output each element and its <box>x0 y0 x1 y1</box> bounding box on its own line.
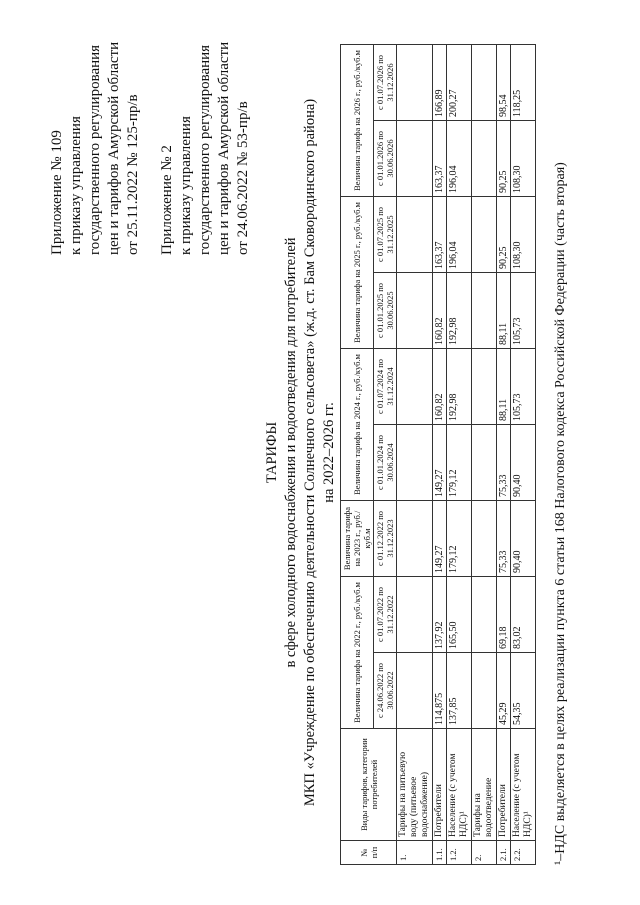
tariff-value-cell: 196,04 <box>447 121 472 197</box>
header-tariff-type: Виды тарифов, категории потребителей <box>341 729 397 841</box>
row-number: 2.1. <box>497 841 511 865</box>
appendix-line: к приказу управления <box>68 116 84 255</box>
tariff-value-cell: 196,04 <box>447 197 472 273</box>
header-period: с 01.07.2024 по 31.12.2024 <box>374 349 397 425</box>
header-period: с 01.07.2022 по 31.12.2022 <box>374 577 397 653</box>
header-year-2026: Величина тарифа на 2026 г., руб./куб.м <box>341 45 374 197</box>
header-period: с 01.12.2022 по 31.12.2023 <box>374 501 397 577</box>
tariff-value-cell <box>472 273 497 349</box>
tariff-value-cell: 45,29 <box>497 653 511 729</box>
tariff-value-cell: 114,875 <box>433 653 447 729</box>
table-row <box>397 45 433 865</box>
header-number: № п/п <box>341 841 397 865</box>
tariff-value-cell <box>397 501 433 577</box>
tariff-value-cell <box>472 653 497 729</box>
table-row <box>447 45 472 865</box>
tariff-value-cell <box>472 501 497 577</box>
tariff-value-cell: 75,33 <box>497 425 511 501</box>
header-year-2023: Величина тарифа на 2023 г., руб./куб.м <box>341 501 374 577</box>
tariff-value-cell: 90,25 <box>497 197 511 273</box>
tariff-value-cell <box>397 653 433 729</box>
appendix-previous-block <box>158 42 253 255</box>
tariff-value-cell <box>472 121 497 197</box>
row-category: Тарифы на питьевую воду (питьевое водоснабжение) <box>397 729 433 841</box>
tariff-value-cell <box>397 577 433 653</box>
tariff-value-cell: 200,27 <box>447 45 472 121</box>
tariff-table <box>340 44 536 865</box>
tariff-value-cell: 88,11 <box>497 273 511 349</box>
row-number: 1.1. <box>433 841 447 865</box>
document-subtitle: в сфере холодного водоснабжения и водоотведения для потребителей <box>283 237 299 668</box>
appendix-line: цен и тарифов Амурской области <box>106 41 122 255</box>
tariff-value-cell: 163,37 <box>433 121 447 197</box>
organization-name: МКП «Учреждение по обеспечению деятельности Солнечного сельсовета» (ж.д. ст. Бам Сковородинского района) <box>302 98 318 807</box>
row-category: Потребители <box>433 729 447 841</box>
appendix-line: Приложение № 109 <box>49 130 65 255</box>
table-row <box>472 45 497 865</box>
tariff-value-cell <box>472 45 497 121</box>
tariff-value-cell: 90,40 <box>511 425 536 501</box>
row-category: Потребители <box>497 729 511 841</box>
appendix-line: от 24.06.2022 № 53-пр/в <box>235 101 251 255</box>
appendix-line: Приложение № 2 <box>159 145 175 255</box>
tariff-value-cell <box>397 425 433 501</box>
tariff-value-cell: 137,92 <box>433 577 447 653</box>
tariff-value-cell: 108,30 <box>511 121 536 197</box>
header-year-2025: Величина тарифа на 2025 г., руб./куб.м <box>341 197 374 349</box>
tariff-value-cell: 98,54 <box>497 45 511 121</box>
tariff-value-cell: 160,82 <box>433 273 447 349</box>
header-period: с 01.07.2026 по 31.12.2026 <box>374 45 397 121</box>
header-period: с 24.06.2022 по 30.06.2022 <box>374 653 397 729</box>
row-number: 1.2. <box>447 841 472 865</box>
row-number: 1. <box>397 841 433 865</box>
tariff-value-cell: 137,85 <box>447 653 472 729</box>
tariff-value-cell: 179,12 <box>447 425 472 501</box>
tariff-value-cell <box>397 349 433 425</box>
header-period: с 01.01.2026 по 30.06.2026 <box>374 121 397 197</box>
document-title: ТАРИФЫ <box>264 421 280 484</box>
tariff-value-cell: 160,82 <box>433 349 447 425</box>
tariff-value-cell: 105,73 <box>511 273 536 349</box>
appendix-line: к приказу управления <box>178 116 194 255</box>
table-row <box>511 45 536 865</box>
tariff-value-cell: 165,50 <box>447 577 472 653</box>
appendix-line: от 25.11.2022 № 125-пр/в <box>125 94 141 255</box>
tariff-value-cell <box>472 349 497 425</box>
table-row <box>433 45 447 865</box>
tariff-value-cell <box>472 197 497 273</box>
tariff-value-cell: 192,98 <box>447 273 472 349</box>
tariff-value-cell: 54,35 <box>511 653 536 729</box>
tariff-value-cell: 90,25 <box>497 121 511 197</box>
header-year-2024: Величина тарифа на 2024 г., руб./куб.м <box>341 349 374 501</box>
table-row <box>497 45 511 865</box>
header-period: с 01.01.2024 по 30.06.2024 <box>374 425 397 501</box>
tariff-value-cell: 88,11 <box>497 349 511 425</box>
tariff-value-cell: 69,18 <box>497 577 511 653</box>
row-category: Население (с учетом НДС)¹ <box>511 729 536 841</box>
row-category: Население (с учетом НДС)¹ <box>447 729 472 841</box>
row-category: Тарифы на водоотведение <box>472 729 497 841</box>
header-period: с 01.01.2025 по 30.06.2025 <box>374 273 397 349</box>
header-period: с 01.07.2025 по 31.12.2025 <box>374 197 397 273</box>
period-range: на 2022–2026 гг. <box>321 402 337 503</box>
tariff-value-cell: 83,02 <box>511 577 536 653</box>
appendix-line: цен и тарифов Амурской области <box>216 41 232 255</box>
header-year-2022: Величина тарифа на 2022 г., руб./куб.м <box>341 577 374 729</box>
tariff-value-cell: 108,30 <box>511 197 536 273</box>
appendix-line: государственного регулирования <box>87 44 103 255</box>
tariff-value-cell: 163,37 <box>433 197 447 273</box>
tariff-value-cell: 90,40 <box>511 501 536 577</box>
tariff-value-cell: 192,98 <box>447 349 472 425</box>
tariff-value-cell: 105,73 <box>511 349 536 425</box>
tariff-value-cell <box>472 577 497 653</box>
tariff-value-cell <box>397 45 433 121</box>
tariff-value-cell: 166,89 <box>433 45 447 121</box>
tariff-value-cell: 118,25 <box>511 45 536 121</box>
tariff-value-cell <box>397 273 433 349</box>
tariff-value-cell <box>397 197 433 273</box>
tariff-value-cell: 149,27 <box>433 425 447 501</box>
appendix-line: государственного регулирования <box>197 44 213 255</box>
row-number: 2. <box>472 841 497 865</box>
row-number: 2.2. <box>511 841 536 865</box>
tariff-value-cell <box>397 121 433 197</box>
tariff-value-cell <box>472 425 497 501</box>
footnote: ¹–НДС выделяется в целях реализации пункта 6 статьи 168 Налогового кодекса Российской Федерации (часть вторая) <box>553 162 568 865</box>
tariff-value-cell: 149,27 <box>433 501 447 577</box>
tariff-value-cell: 75,33 <box>497 501 511 577</box>
appendix-current-block <box>48 42 143 255</box>
tariff-value-cell: 179,12 <box>447 501 472 577</box>
